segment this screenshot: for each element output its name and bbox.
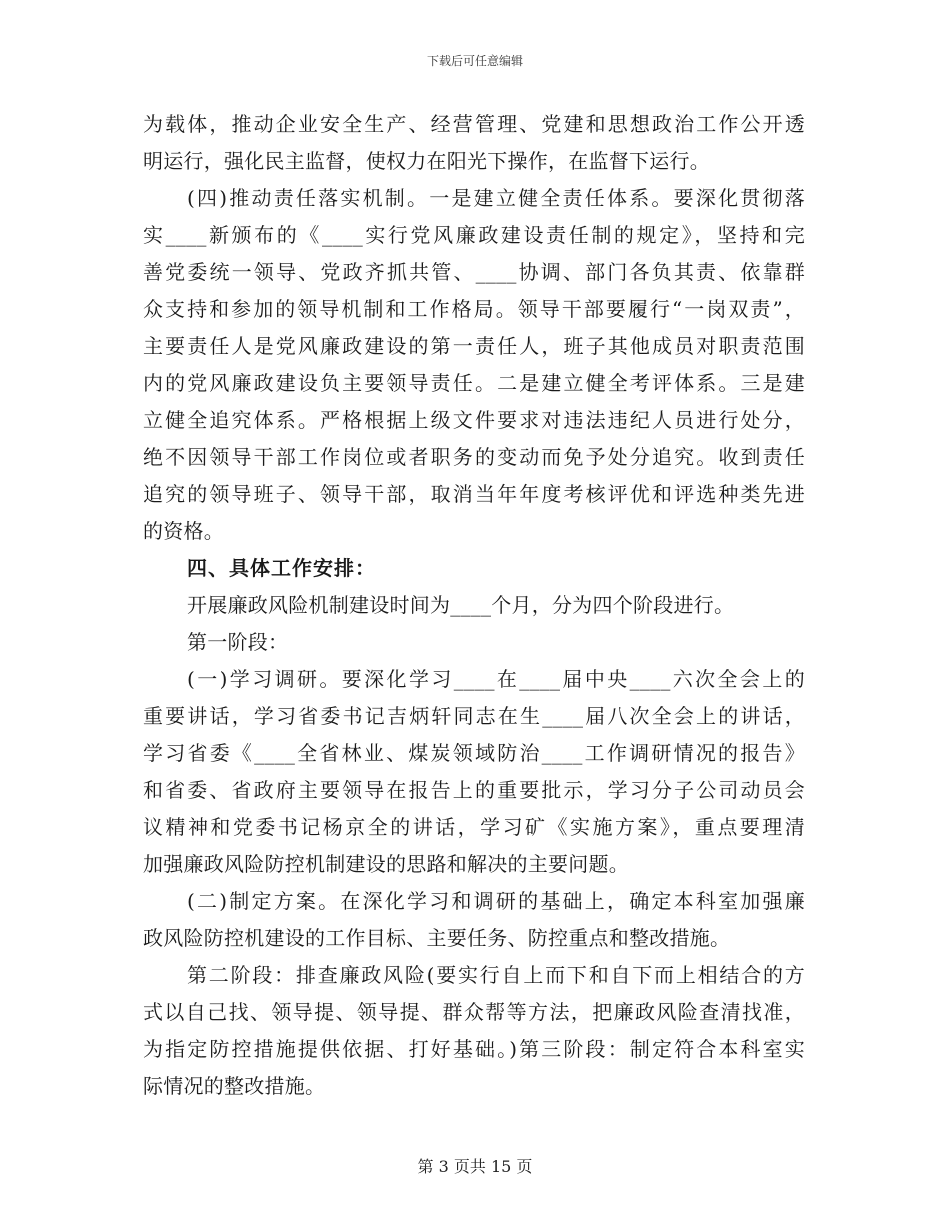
paragraph-line: 际情况的整改措施。 xyxy=(143,1074,326,1098)
section-heading: 四、具体工作安排： xyxy=(187,556,376,580)
paragraph-line: 为指定防控措施提供依据、打好基础。)第三阶段：制定符合本科室实 xyxy=(143,1037,805,1061)
paragraph-line: 式以自己找、领导提、领导提、群众帮等方法，把廉政风险查清找准， xyxy=(143,1000,805,1024)
paragraph-line: 实____新颁布的《____实行党风廉政建设责任制的规定》，坚持和完 xyxy=(143,223,805,247)
paragraph-line: 绝不因领导干部工作岗位或者职务的变动而免予处分追究。收到责任 xyxy=(143,445,805,469)
paragraph-line: 和省委、省政府主要领导在报告上的重要批示，学习分子公司动员会 xyxy=(143,778,805,802)
paragraph-line: 重要讲话，学习省委书记吉炳轩同志在生____届八次全会上的讲话， xyxy=(143,704,805,728)
document-body xyxy=(143,106,805,1105)
paragraph-line: 第二阶段：排查廉政风险(要实行自上而下和自下而上相结合的方 xyxy=(187,963,805,987)
paragraph-line: 为载体，推动企业安全生产、经营管理、党建和思想政治工作公开透 xyxy=(143,112,805,136)
paragraph-line: 主要责任人是党风廉政建设的第一责任人，班子其他成员对职责范围 xyxy=(143,334,805,358)
paragraph-line: 的资格。 xyxy=(143,519,224,543)
page-header: 下载后可任意编辑 xyxy=(426,54,523,68)
paragraph-line: (二)制定方案。在深化学习和调研的基础上，确定本科室加强廉 xyxy=(187,889,805,913)
paragraph-line: 追究的领导班子、领导干部，取消当年年度考核评优和评选种类先进 xyxy=(143,482,805,506)
paragraph-line: 立健全追究体系。严格根据上级文件要求对违法违纪人员进行处分， xyxy=(143,408,805,432)
paragraph-line: 开展廉政风险机制建设时间为____个月，分为四个阶段进行。 xyxy=(187,593,735,617)
paragraph-line: (四)推动责任落实机制。一是建立健全责任体系。要深化贯彻落 xyxy=(187,186,805,210)
paragraph-line: 善党委统一领导、党政齐抓共管、____协调、部门各负其责、依靠群 xyxy=(143,260,805,284)
stage-heading: 第一阶段： xyxy=(187,630,289,654)
paragraph-line: (一)学习调研。要深化学习____在____届中央____六次全会上的 xyxy=(187,667,805,691)
paragraph-line: 内的党风廉政建设负主要领导责任。二是建立健全考评体系。三是建 xyxy=(143,371,805,395)
paragraph-line: 学习省委《____全省林业、煤炭领域防治____工作调研情况的报告》 xyxy=(143,741,805,765)
paragraph-line: 明运行，强化民主监督，使权力在阳光下操作，在监督下运行。 xyxy=(143,149,710,173)
page-footer: 第 3 页共 15 页 xyxy=(417,1157,533,1176)
paragraph-line: 政风险防控机建设的工作目标、主要任务、防控重点和整改措施。 xyxy=(143,926,731,950)
paragraph-line: 议精神和党委书记杨京全的讲话，学习矿《实施方案》，重点要理清 xyxy=(143,815,805,839)
paragraph-line: 众支持和参加的领导机制和工作格局。领导干部要履行“一岗双责”， xyxy=(143,297,805,321)
paragraph-line: 加强廉政风险防控机制建设的思路和解决的主要问题。 xyxy=(143,852,629,876)
